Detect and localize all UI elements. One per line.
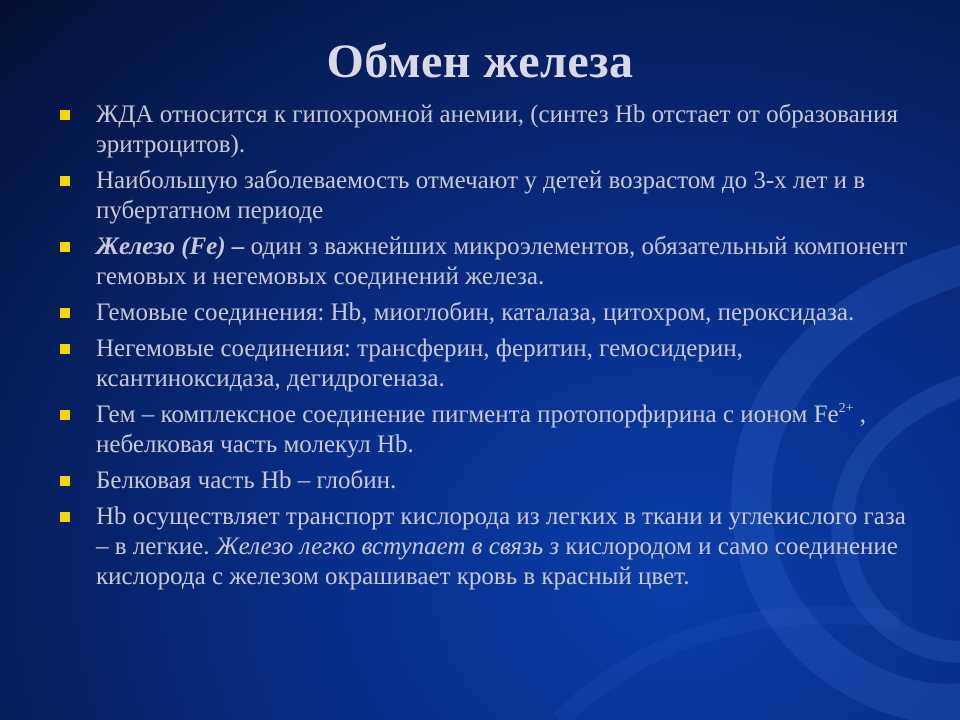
bullet-text: один з важнейших микроэлементов, обязательный компонент гемовых и негемовых соединений железа. — [96, 233, 908, 290]
bullet-italic-text: Железо легко вступает в связь з — [215, 533, 560, 560]
bullet-text: Гемовые соединения: Hb, миоглобин, каталаза, цитохром, пероксидаза. — [96, 299, 855, 326]
bullet-text: Белковая часть Hb – глобин. — [96, 467, 397, 494]
bullet-item — [60, 502, 920, 592]
bullet-text: кислородом и само соединение кислорода с железом окрашивает кровь в красный цвет. — [96, 533, 898, 590]
bullet-item — [60, 400, 920, 460]
bullet-text: , небелковая часть молекул Hb. — [96, 401, 866, 458]
bullet-text: Гем – комплексное соединение пигмента протопорфирина с ионом Fe — [96, 401, 839, 428]
bullet-item — [60, 334, 920, 394]
bullet-item — [60, 100, 920, 160]
square-bullet-icon — [60, 110, 70, 120]
bullet-item — [60, 466, 920, 496]
bullet-text: Hb осуществляет транспорт кислорода из легких в ткани и углекислого газа – в легкие. — [96, 503, 906, 560]
bullet-emphasis: Железо (Fe) – — [96, 233, 245, 260]
square-bullet-icon — [60, 176, 70, 186]
square-bullet-icon — [60, 242, 70, 252]
square-bullet-icon — [60, 476, 70, 486]
square-bullet-icon — [60, 308, 70, 318]
bullet-list — [60, 100, 920, 598]
superscript-charge: 2+ — [838, 401, 854, 416]
bullet-item — [60, 232, 920, 292]
bullet-text: Наибольшую заболеваемость отмечают у детей возрастом до 3-х лет и в пубертатном периоде — [96, 167, 866, 224]
bullet-text: ЖДА относится к гипохромной анемии, (синтез Hb отстает от образования эритроцитов). — [96, 101, 898, 158]
square-bullet-icon — [60, 344, 70, 354]
bullet-item — [60, 298, 920, 328]
slide-title: Обмен железа — [326, 35, 634, 88]
square-bullet-icon — [60, 512, 70, 522]
bullet-item — [60, 166, 920, 226]
bullet-text: Негемовые соединения: трансферин, феритин, гемосидерин, ксантиноксидаза, дегидрогеназа. — [96, 335, 743, 392]
square-bullet-icon — [60, 410, 70, 420]
